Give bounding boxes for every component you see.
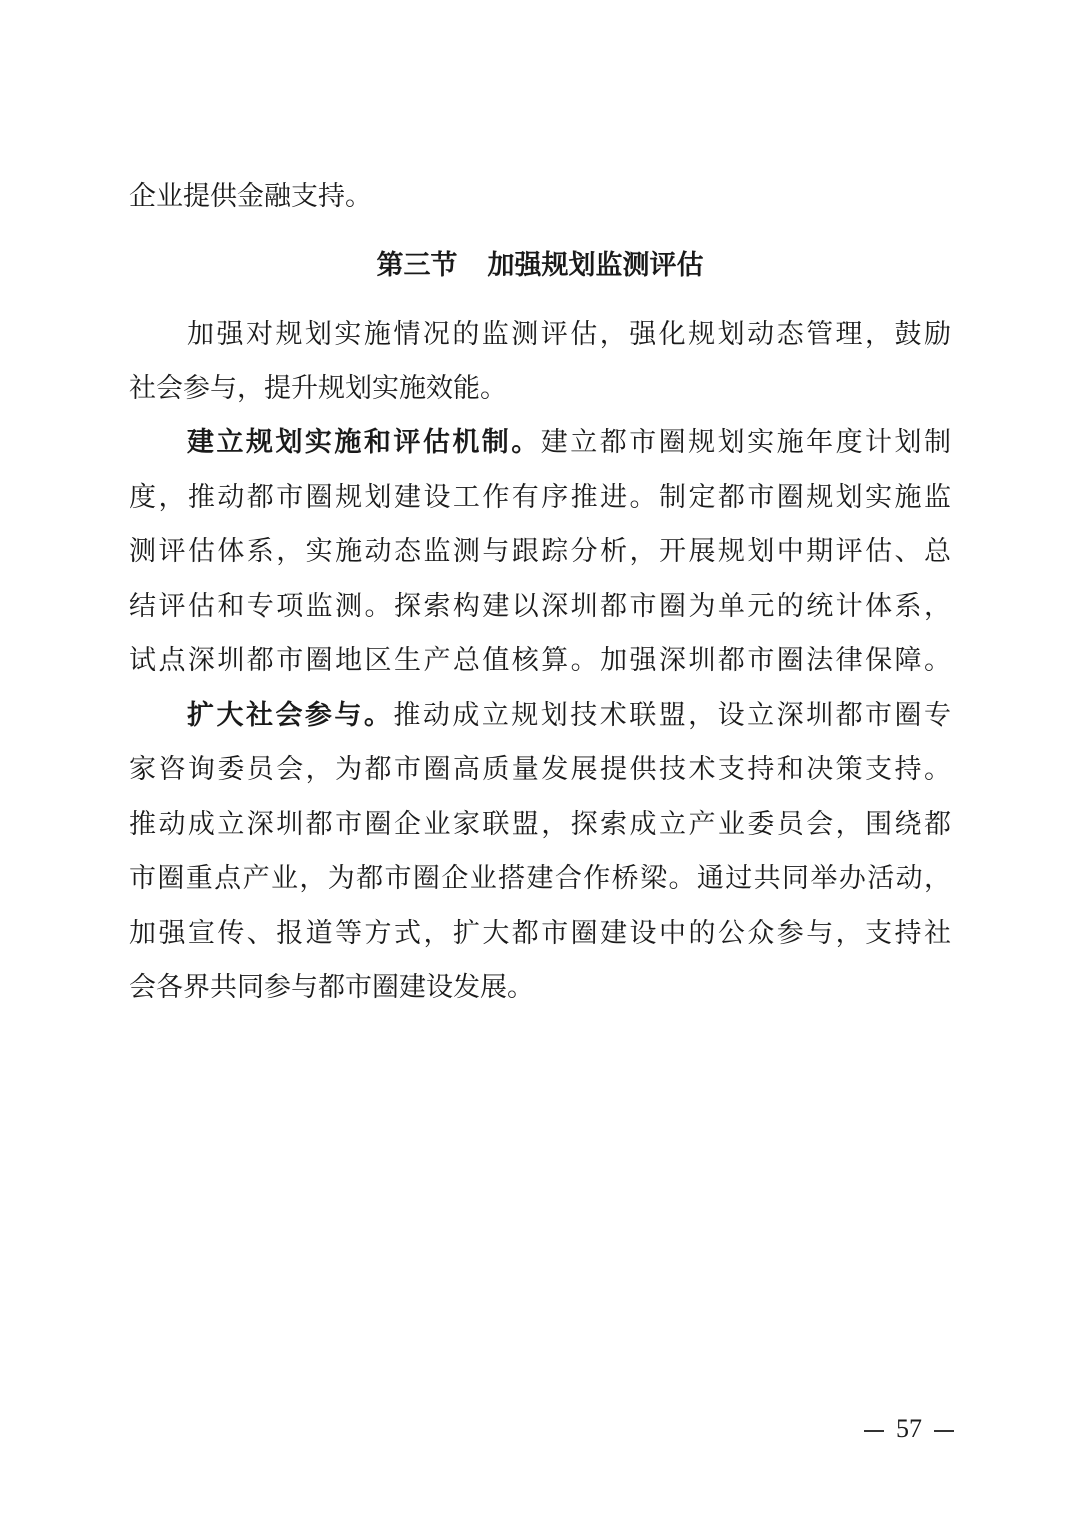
paragraph-line [187, 696, 951, 736]
paragraph-line: 推动成立深圳都市圈企业家联盟，探索成立产业委员会，围绕都 [129, 809, 951, 840]
continuation-line: 企业提供金融支持。 [129, 181, 372, 212]
paragraph-line: 测评估体系，实施动态监测与跟踪分析，开展规划中期评估、总 [129, 536, 951, 567]
paragraph-line: 结评估和专项监测。探索构建以深圳都市圈为单元的统计体系， [129, 591, 951, 622]
section-heading [0, 246, 1080, 286]
paragraph-line: 加强宣传、报道等方式，扩大都市圈建设中的公众参与，支持社 [129, 918, 951, 949]
paragraph-line: 社会参与，提升规划实施效能。 [129, 373, 507, 404]
page-number [852, 1412, 966, 1446]
dash-left [864, 1430, 884, 1432]
page-number-value: 57 [896, 1414, 922, 1443]
paragraph-line [187, 423, 951, 463]
section-number: 第三节 [376, 250, 458, 281]
paragraph-text: 建立都市圈规划实施年度计划制 [540, 427, 952, 458]
paragraph-line: 加强对规划实施情况的监测评估，强化规划动态管理，鼓励 [187, 319, 951, 350]
paragraph-line: 家咨询委员会，为都市圈高质量发展提供技术支持和决策支持。 [129, 754, 951, 785]
paragraph-lead-heading: 建立规划实施和评估机制。 [187, 427, 541, 458]
paragraph-text: 推动成立规划技术联盟，设立深圳都市圈专 [393, 700, 952, 731]
paragraph-lead-heading: 扩大社会参与。 [187, 700, 394, 731]
paragraph-line: 度，推动都市圈规划建设工作有序推进。制定都市圈规划实施监 [129, 482, 951, 513]
paragraph-line: 试点深圳都市圈地区生产总值核算。加强深圳都市圈法律保障。 [129, 645, 951, 676]
section-title: 加强规划监测评估 [487, 250, 704, 281]
paragraph-line: 市圈重点产业，为都市圈企业搭建合作桥梁。通过共同举办活动， [129, 863, 951, 894]
paragraph-line: 会各界共同参与都市圈建设发展。 [129, 972, 534, 1003]
dash-right [934, 1430, 954, 1432]
